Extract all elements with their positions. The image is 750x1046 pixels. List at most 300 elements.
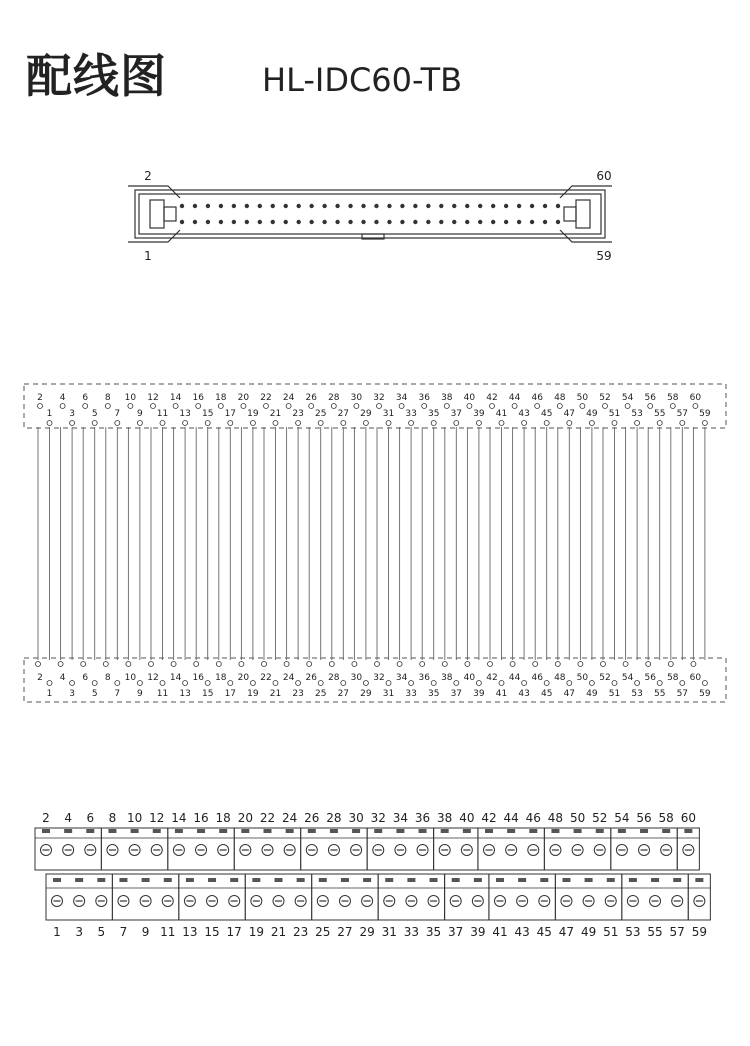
terminal-label-upper: 46 <box>525 811 541 825</box>
connector-pin <box>219 220 223 224</box>
terminal-tab <box>264 829 272 833</box>
terminal-tab <box>186 878 194 882</box>
terminal-label-upper: 30 <box>348 811 364 825</box>
wire-label-top-even: 2 <box>37 393 43 403</box>
wire-pin <box>431 421 436 426</box>
terminal-tab <box>673 878 681 882</box>
terminal-label-lower: 23 <box>293 925 309 939</box>
connector-pin <box>193 220 197 224</box>
connector-pin <box>517 204 521 208</box>
connector-pin <box>271 204 275 208</box>
wire-pin <box>70 421 75 426</box>
terminal-tab <box>108 829 116 833</box>
terminal-label-lower: 35 <box>425 925 442 939</box>
terminal-tab <box>308 829 316 833</box>
connector-label-60: 60 <box>596 169 612 183</box>
connector-pin <box>361 220 365 224</box>
wire-label-top-odd: 1 <box>46 409 53 419</box>
connector-pin <box>322 220 326 224</box>
terminal-label-upper: 48 <box>547 811 564 825</box>
wire-pin <box>126 662 131 667</box>
terminal-label-lower: 7 <box>119 925 128 939</box>
connector-pin <box>387 204 391 208</box>
wire-label-top-odd: 19 <box>247 409 259 419</box>
wire-pin <box>103 662 108 667</box>
wire-label-bottom-odd: 59 <box>699 689 711 699</box>
wire-pin <box>273 421 278 426</box>
terminal-tab <box>452 878 460 882</box>
connector-pin <box>400 220 404 224</box>
wire-label-bottom-odd: 17 <box>224 689 237 699</box>
wire-pin <box>36 662 41 667</box>
wire-pin <box>363 681 368 686</box>
terminal-tab <box>684 829 692 833</box>
latch-right <box>576 200 590 228</box>
wire-label-top-even: 8 <box>104 393 111 403</box>
terminal-label-lower: 19 <box>248 925 264 939</box>
terminal-tab <box>463 829 471 833</box>
wire-pin <box>38 404 43 409</box>
wire-label-bottom-even: 10 <box>124 673 137 683</box>
wire-pin <box>205 421 210 426</box>
connector-pin <box>206 204 210 208</box>
wire-label-top-even: 42 <box>486 393 498 403</box>
terminal-tab <box>97 878 105 882</box>
connector-pin <box>245 204 249 208</box>
leader-pin60 <box>560 186 612 198</box>
wire-pin <box>183 421 188 426</box>
wire-pin <box>535 404 540 409</box>
connector-pin <box>426 204 430 208</box>
wire-pin <box>218 404 223 409</box>
leader-pin2 <box>128 186 180 198</box>
wire-pin <box>691 662 696 667</box>
connector-pin <box>465 220 469 224</box>
wire-pin <box>612 421 617 426</box>
wire-pin <box>467 404 472 409</box>
terminal-tab <box>252 878 260 882</box>
terminal-tab <box>241 829 249 833</box>
connector-pin <box>530 220 534 224</box>
wire-label-top-odd: 29 <box>360 409 372 419</box>
terminal-label-upper: 58 <box>658 811 674 825</box>
terminal-tab <box>319 878 327 882</box>
wire-pin <box>296 421 301 426</box>
wire-pin <box>286 404 291 409</box>
terminal-tab <box>275 878 283 882</box>
wire-label-bottom-even: 50 <box>576 673 589 683</box>
terminal-label-upper: 18 <box>215 811 231 825</box>
terminal-label-upper: 20 <box>237 811 253 825</box>
wire-pin <box>612 681 617 686</box>
terminal-tab <box>341 878 349 882</box>
wire-label-top-even: 46 <box>531 393 543 403</box>
wire-pin <box>194 662 199 667</box>
terminal-label-upper: 44 <box>503 811 519 825</box>
wire-pin <box>128 404 133 409</box>
terminal-label-lower: 33 <box>403 925 420 939</box>
wire-label-top-odd: 53 <box>631 409 643 419</box>
wire-label-top-odd: 13 <box>179 409 191 419</box>
wire-label-top-odd: 5 <box>91 409 98 419</box>
terminal-tab <box>385 878 393 882</box>
terminal-label-lower: 57 <box>669 925 685 939</box>
terminal-label-upper: 28 <box>326 811 342 825</box>
wire-label-top-even: 28 <box>328 393 340 403</box>
terminal-tab <box>286 829 294 833</box>
terminal-tab <box>651 878 659 882</box>
wire-pin <box>363 421 368 426</box>
wire-label-bottom-even: 60 <box>689 673 702 683</box>
wire-label-bottom-odd: 45 <box>540 689 553 699</box>
terminal-tab <box>230 878 238 882</box>
wire-label-bottom-even: 42 <box>486 673 498 683</box>
wire-pin <box>250 681 255 686</box>
wire-label-bottom-even: 18 <box>215 673 227 683</box>
wire-pin <box>318 681 323 686</box>
connector-pin <box>309 220 313 224</box>
terminal-tab <box>485 829 493 833</box>
terminal-tab <box>562 878 570 882</box>
wire-label-top-odd: 41 <box>495 409 508 419</box>
wiring-block <box>24 384 726 702</box>
connector-pin <box>504 204 508 208</box>
wire-pin <box>420 662 425 667</box>
terminal-label-lower: 45 <box>536 925 552 939</box>
connector-pin <box>374 220 378 224</box>
terminal-tab <box>474 878 482 882</box>
connector-pin <box>413 204 417 208</box>
wire-label-bottom-odd: 23 <box>292 689 304 699</box>
terminal-label-lower: 31 <box>381 925 397 939</box>
terminal-label-lower: 9 <box>141 925 150 939</box>
wire-label-top-odd: 27 <box>337 409 350 419</box>
wire-label-bottom-odd: 1 <box>46 689 53 699</box>
connector-inner <box>139 194 601 234</box>
terminal-tab <box>86 829 94 833</box>
wire-pin <box>623 662 628 667</box>
wire-label-bottom-even: 56 <box>644 673 656 683</box>
wire-pin <box>250 421 255 426</box>
wire-label-top-odd: 17 <box>224 409 237 419</box>
terminal-tab <box>374 829 382 833</box>
terminal-label-lower: 37 <box>448 925 464 939</box>
wire-pin <box>668 662 673 667</box>
connector-pin <box>478 220 482 224</box>
wire-pin <box>702 421 707 426</box>
connector-pin <box>504 220 508 224</box>
terminal-label-upper: 56 <box>636 811 652 825</box>
wire-pin <box>409 421 414 426</box>
wire-pin <box>47 681 52 686</box>
connector-pin <box>439 220 443 224</box>
connector-pin <box>465 204 469 208</box>
wire-pin <box>555 662 560 667</box>
wire-label-bottom-even: 12 <box>147 673 159 683</box>
wire-pin <box>465 662 470 667</box>
wire-pin <box>273 681 278 686</box>
terminal-label-lower: 43 <box>514 925 530 939</box>
terminal-tab <box>574 829 582 833</box>
terminal-tab <box>441 829 449 833</box>
connector-pin <box>206 220 210 224</box>
wire-label-top-even: 22 <box>260 393 272 403</box>
connector-label-2: 2 <box>144 169 152 183</box>
wire-pin <box>115 681 120 686</box>
terminal-label-lower: 49 <box>580 925 597 939</box>
wire-pin <box>149 662 154 667</box>
connector-pin <box>413 220 417 224</box>
wire-pin <box>648 404 653 409</box>
connector-pins <box>180 204 560 224</box>
wire-pin <box>646 662 651 667</box>
connector-pin <box>232 204 236 208</box>
connector-pin <box>556 204 560 208</box>
wire-label-bottom-even: 20 <box>237 673 250 683</box>
terminal-tab <box>507 829 515 833</box>
page-title: 配线图 <box>26 49 167 103</box>
terminal-label-upper: 52 <box>592 811 608 825</box>
terminal-label-lower: 55 <box>647 925 663 939</box>
latch-left <box>150 200 164 228</box>
wire-pin <box>160 421 165 426</box>
terminal-tab <box>297 878 305 882</box>
wire-label-bottom-even: 26 <box>305 673 317 683</box>
wire-pin <box>702 681 707 686</box>
wire-pin <box>331 404 336 409</box>
wire-pin <box>409 681 414 686</box>
wire-label-top-even: 40 <box>463 393 476 403</box>
terminal-tab <box>695 878 703 882</box>
wire-pin <box>354 404 359 409</box>
wire-label-top-odd: 35 <box>427 409 440 419</box>
wire-label-top-even: 20 <box>237 393 250 403</box>
model-number: HL-IDC60-TB <box>262 61 463 99</box>
wire-label-top-even: 34 <box>395 393 408 403</box>
wire-label-bottom-odd: 51 <box>608 689 621 699</box>
terminal-label-upper: 34 <box>392 811 409 825</box>
connector-pin <box>452 220 456 224</box>
wire-pin <box>341 681 346 686</box>
wire-label-top-even: 18 <box>215 393 227 403</box>
terminal-tab <box>175 829 183 833</box>
wire-pin <box>680 681 685 686</box>
wire-pin <box>284 662 289 667</box>
wire-pin <box>578 662 583 667</box>
wire-pin <box>239 662 244 667</box>
wires <box>36 393 711 699</box>
wire-pin <box>160 681 165 686</box>
wire-pin <box>567 681 572 686</box>
terminal-label-lower: 51 <box>603 925 619 939</box>
terminal-tab <box>529 829 537 833</box>
terminal-label-lower: 25 <box>315 925 331 939</box>
connector-pin <box>296 204 300 208</box>
terminal-tab <box>551 829 559 833</box>
terminal-label-upper: 16 <box>193 811 209 825</box>
terminal-label-upper: 6 <box>86 811 95 825</box>
wire-label-bottom-even: 4 <box>59 673 66 683</box>
wire-label-bottom-even: 8 <box>104 673 111 683</box>
wire-pin <box>81 662 86 667</box>
wire-label-top-odd: 23 <box>292 409 304 419</box>
terminal-tab <box>363 878 371 882</box>
terminal-label-lower: 21 <box>270 925 287 939</box>
wire-pin <box>454 681 459 686</box>
terminal-tab <box>629 878 637 882</box>
terminal-tab <box>419 829 427 833</box>
connector-pin <box>180 220 184 224</box>
wire-label-bottom-odd: 43 <box>518 689 530 699</box>
wire-label-bottom-odd: 15 <box>201 689 214 699</box>
wire-label-bottom-odd: 19 <box>247 689 259 699</box>
terminal-label-lower: 29 <box>359 925 375 939</box>
wire-label-bottom-even: 16 <box>192 673 204 683</box>
wire-label-bottom-even: 44 <box>508 673 521 683</box>
terminal-label-upper: 50 <box>569 811 586 825</box>
connector-pin <box>361 204 365 208</box>
wire-label-bottom-odd: 21 <box>269 689 282 699</box>
terminal-label-upper: 26 <box>304 811 320 825</box>
wire-pin <box>488 662 493 667</box>
wire-label-top-even: 32 <box>373 393 385 403</box>
wire-pin <box>397 662 402 667</box>
wire-pin <box>60 404 65 409</box>
connector-pin <box>374 204 378 208</box>
terminal-label-upper: 4 <box>64 811 72 825</box>
wire-pin <box>377 404 382 409</box>
wire-pin <box>296 681 301 686</box>
terminal-tab <box>618 829 626 833</box>
connector-pin <box>271 220 275 224</box>
wire-pin <box>533 662 538 667</box>
wire-label-top-even: 14 <box>169 393 182 403</box>
terminal-tab <box>53 878 61 882</box>
wire-pin <box>431 681 436 686</box>
wire-label-bottom-odd: 47 <box>563 689 576 699</box>
wire-label-bottom-odd: 37 <box>450 689 463 699</box>
wire-pin <box>216 662 221 667</box>
terminal-label-upper: 42 <box>481 811 497 825</box>
connector-pin <box>258 204 262 208</box>
wire-label-bottom-even: 30 <box>350 673 363 683</box>
wire-label-bottom-even: 54 <box>621 673 634 683</box>
wire-pin <box>510 662 515 667</box>
wire-pin <box>589 421 594 426</box>
wire-pin <box>92 421 97 426</box>
connector-label-59: 59 <box>596 249 612 263</box>
wire-label-top-even: 30 <box>350 393 363 403</box>
terminal-tab <box>131 829 139 833</box>
connector-pin <box>284 204 288 208</box>
wire-pin <box>137 421 142 426</box>
wire-pin <box>329 662 334 667</box>
wire-pin <box>183 681 188 686</box>
terminal-tab <box>330 829 338 833</box>
connector-pin <box>335 204 339 208</box>
wire-pin <box>625 404 630 409</box>
connector-pin <box>219 204 223 208</box>
wire-label-bottom-odd: 55 <box>653 689 666 699</box>
wire-pin <box>352 662 357 667</box>
wire-label-top-odd: 37 <box>450 409 463 419</box>
terminal-tab <box>197 829 205 833</box>
wire-pin <box>499 681 504 686</box>
connector-pin <box>400 204 404 208</box>
wire-label-top-odd: 11 <box>156 409 169 419</box>
wire-pin <box>264 404 269 409</box>
wire-label-bottom-even: 52 <box>599 673 611 683</box>
connector-pin <box>517 220 521 224</box>
terminal-label-lower: 1 <box>53 925 61 939</box>
terminal-label-lower: 53 <box>625 925 641 939</box>
terminal-tab <box>119 878 127 882</box>
terminal-tab <box>219 829 227 833</box>
wire-label-bottom-odd: 29 <box>360 689 372 699</box>
wire-pin <box>522 421 527 426</box>
wire-label-top-odd: 25 <box>314 409 327 419</box>
wire-pin <box>601 662 606 667</box>
wire-label-bottom-even: 6 <box>82 673 89 683</box>
wire-pin <box>137 681 142 686</box>
wire-pin <box>47 421 52 426</box>
connector-pin <box>245 220 249 224</box>
connector-pin <box>478 204 482 208</box>
wire-pin <box>603 404 608 409</box>
connector-pin <box>556 220 560 224</box>
connector-pin <box>322 204 326 208</box>
connector-pin <box>452 204 456 208</box>
wire-label-top-even: 38 <box>441 393 453 403</box>
wire-label-top-even: 54 <box>621 393 634 403</box>
wire-label-bottom-odd: 13 <box>179 689 191 699</box>
wire-label-top-even: 52 <box>599 393 611 403</box>
connector-pin <box>335 220 339 224</box>
terminal-tab <box>407 878 415 882</box>
wire-label-bottom-odd: 27 <box>337 689 350 699</box>
terminal-tab <box>430 878 438 882</box>
terminal-label-lower: 47 <box>558 925 575 939</box>
wire-pin <box>635 681 640 686</box>
wire-label-top-odd: 49 <box>586 409 598 419</box>
connector-pin <box>258 220 262 224</box>
wire-pin <box>693 404 698 409</box>
connector-pin <box>180 204 184 208</box>
wire-label-bottom-even: 38 <box>441 673 453 683</box>
wire-pin <box>670 404 675 409</box>
terminal-label-lower: 5 <box>97 925 106 939</box>
wire-label-top-odd: 3 <box>69 409 75 419</box>
connector-pin <box>387 220 391 224</box>
wire-label-bottom-even: 22 <box>260 673 272 683</box>
terminal-label-lower: 15 <box>204 925 220 939</box>
connector-pin <box>309 204 313 208</box>
wire-pin <box>680 421 685 426</box>
connector-pin <box>491 204 495 208</box>
wire-pin <box>454 421 459 426</box>
wire-pin <box>557 404 562 409</box>
wire-pin <box>70 681 75 686</box>
wire-pin <box>422 404 427 409</box>
terminal-tab <box>585 878 593 882</box>
wire-pin <box>115 421 120 426</box>
connector-pin <box>296 220 300 224</box>
wire-label-bottom-odd: 35 <box>427 689 440 699</box>
wire-pin <box>444 404 449 409</box>
wire-pin <box>476 681 481 686</box>
terminal-label-upper: 32 <box>370 811 386 825</box>
leader-pin59 <box>560 230 612 242</box>
